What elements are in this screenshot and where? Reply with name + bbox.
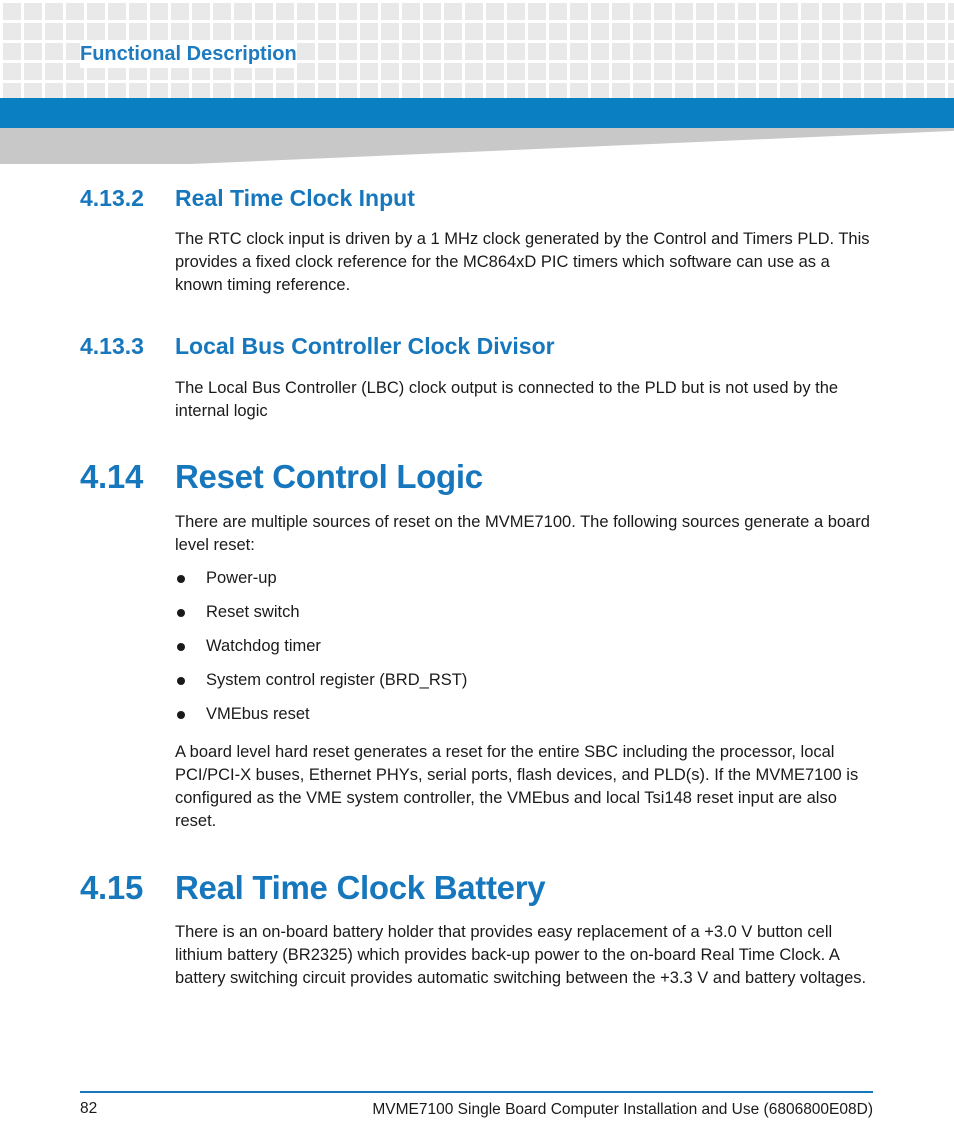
bullet-icon — [177, 677, 185, 685]
bullet-icon — [177, 575, 185, 583]
list-item — [175, 601, 875, 635]
heading-4-15 — [80, 868, 545, 908]
list-item — [175, 703, 875, 737]
list-item-text: VMEbus reset — [206, 705, 310, 723]
heading-number: 4.13.3 — [80, 333, 144, 359]
reset-sources-list — [175, 567, 875, 737]
page-number: 82 — [80, 1100, 98, 1117]
bullet-icon — [177, 643, 185, 651]
heading-4-14 — [80, 457, 483, 497]
paragraph-rtc-input: The RTC clock input is driven by a 1 MHz clock generated by the Control and Timers PLD. This provides a fixed clock reference for the MC864xD PIC timers which software can use as a known timing reference. — [175, 230, 870, 294]
heading-number: 4.14 — [80, 458, 144, 495]
footer-document-title: MVME7100 Single Board Computer Installation and Use (6806800E08D) — [372, 1101, 873, 1118]
heading-4-13-3 — [80, 332, 555, 360]
list-item — [175, 669, 875, 703]
header-grey-wedge — [0, 128, 954, 164]
heading-number: 4.15 — [80, 869, 144, 906]
paragraph-hard-reset: A board level hard reset generates a reset for the entire SBC including the processor, local PCI/PCI-X buses, Ethernet PHYs, serial ports, flash devices, and PLD(s). If the MVME7100 is configured as the VME system controller, the VMEbus and local Tsi148 reset input are also reset. — [175, 743, 859, 830]
heading-number: 4.13.2 — [80, 185, 144, 211]
list-item-text: Power-up — [206, 569, 277, 587]
heading-title: Real Time Clock Battery — [175, 869, 546, 906]
list-item-text: Reset switch — [206, 603, 300, 621]
bullet-icon — [177, 711, 185, 719]
chapter-header-title: Functional Description — [80, 40, 297, 68]
paragraph-rtc-battery: There is an on-board battery holder that provides easy replacement of a +3.0 V button cell lithium battery (BR2325) which provides back-up power to the on-board Real Time Clock. A battery switching circuit provides automatic switching between the +3.3 V and battery voltages. — [175, 923, 867, 987]
list-item-text: System control register (BRD_RST) — [206, 671, 468, 689]
footer-rule — [80, 1091, 873, 1093]
list-item — [175, 567, 875, 601]
list-item-text: Watchdog timer — [206, 637, 321, 655]
heading-title: Local Bus Controller Clock Divisor — [175, 333, 555, 359]
paragraph-lbc-clock: The Local Bus Controller (LBC) clock output is connected to the PLD but is not used by the internal logic — [175, 379, 839, 420]
paragraph-reset-intro: There are multiple sources of reset on the MVME7100. The following sources generate a board level reset: — [175, 513, 870, 554]
list-item — [175, 635, 875, 669]
heading-4-13-2 — [80, 184, 415, 212]
heading-title: Real Time Clock Input — [175, 185, 415, 211]
heading-title: Reset Control Logic — [175, 458, 483, 495]
bullet-icon — [177, 609, 185, 617]
header-blue-band — [0, 98, 954, 128]
